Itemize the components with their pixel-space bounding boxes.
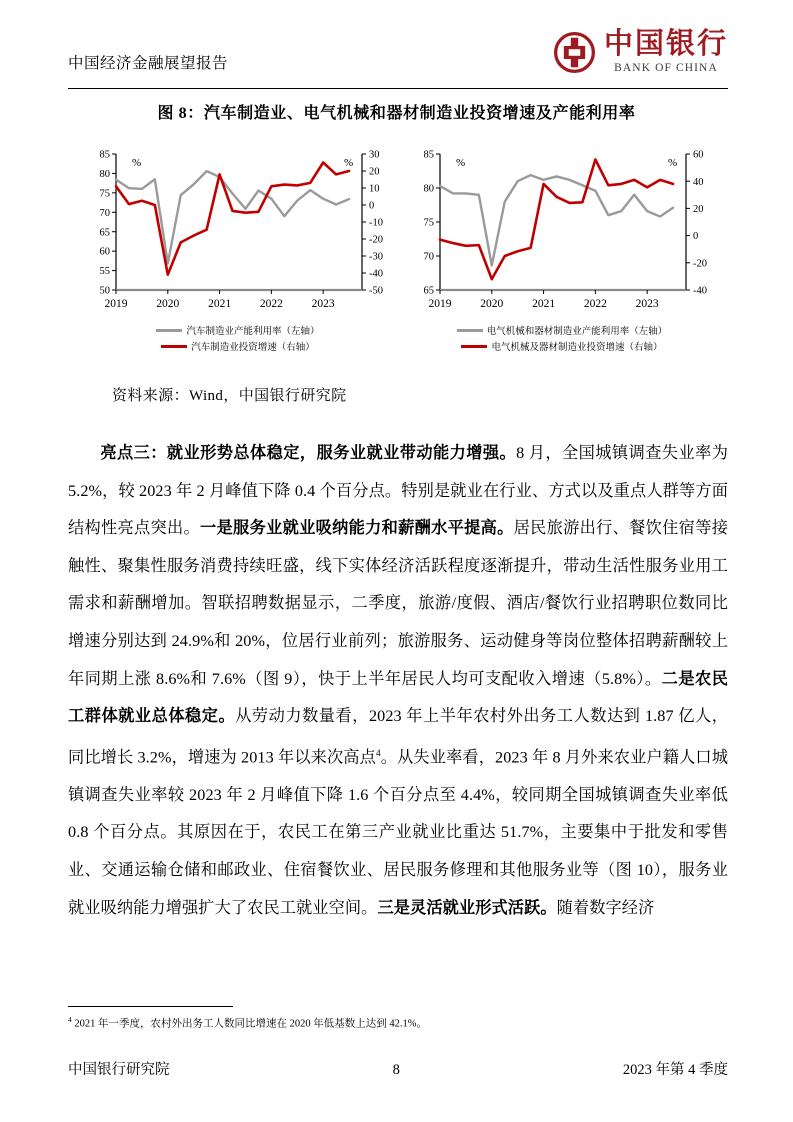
svg-text:%: % [668,157,678,169]
svg-text:75: 75 [99,188,110,200]
figure-source: 资料来源：Wind，中国银行研究院 [112,388,347,404]
svg-text:%: % [344,157,354,169]
chart-legend [404,322,720,354]
svg-text:85: 85 [423,149,434,161]
svg-text:2021: 2021 [532,298,556,310]
svg-text:-20: -20 [693,258,707,270]
svg-text:-20: -20 [369,234,383,246]
footer-period: 2023 年第 4 季度 [622,1062,728,1078]
legend-swatch-red [161,345,187,348]
svg-text:0: 0 [693,231,699,243]
svg-text:80: 80 [423,183,434,195]
footer-institution: 中国银行研究院 [68,1062,170,1078]
svg-text:20: 20 [369,166,380,178]
page-footer [68,1058,728,1079]
svg-text:-40: -40 [369,268,383,280]
legend-item [80,338,396,354]
logo-english-name: BANK OF CHINA [614,62,718,74]
svg-text:10: 10 [369,183,380,195]
footnote-text: 2021 年一季度，农村外出务工人数同比增速在 2020 年低基数上达到 42.1%。 [74,1018,427,1030]
svg-text:2021: 2021 [208,298,232,310]
legend-item [404,338,720,354]
header-divider [68,88,728,89]
svg-text:70: 70 [99,207,110,219]
bank-of-china-logo [554,30,728,75]
legend-label: 电气机械和器材制造业产能利用率（左轴） [486,326,668,337]
footnote-marker: 4 [68,1015,72,1024]
legend-label: 汽车制造业投资增速（右轴） [191,342,315,353]
svg-text:%: % [456,157,466,169]
legend-item [80,322,396,338]
figure-charts [80,140,720,370]
body-paragraph: 亮点三：就业形势总体稳定，服务业就业带动能力增强。8 月，全国城镇调查失业率为 5.2%，较 2023 年 2 月峰值下降 0.4 个百分点。特别是就业在行业、方式以及重点人群等方面结构性亮点突出。一是服务业就业吸纳能力和薪酬水平提高。居民旅游出行、餐饮住宿等接触性、聚集性服务消费持续旺盛，线下实体经济活跃程度逐渐提升，带动生活性服务业用工需求和薪酬增加。智联招聘数据显示，二季度，旅游/度假、酒店/餐饮行业招聘职位数同比增速分别达到 24.9%和 20%，位居行业前列；旅游服务、运动健身等岗位整体招聘薪酬较上年同期上涨 8.6%和 7.6%（图 9），快于上半年居民人均可支配收入增速（5.8%）。二是农民工群体就业总体稳定。从劳动力数量看，2023 年上半年农村外出务工人数达到 1.87 亿人，同比增长 3.2%，增速为 2013 年以来次高点$^4$。从失业率看，2023 年 8 月外来农业户籍人口城镇调查失业率较 2023 年 2 月峰值下降 1.6 个百分点至 4.4%，较同期全国城镇调查失业率低 0.8 个百分点。其原因在于，农民工在第三产业就业比重达 51.7%，主要集中于批发和零售业、交通运输仓储和邮政业、住宿餐饮业、居民服务修理和其他服务业等（图 10），服务业就业吸纳能力增强扩大了农民工就业空间。三是灵活就业形式活跃。随着数字经济 [68,444,728,917]
chart-legend [80,322,396,354]
svg-text:55: 55 [99,266,110,278]
footnote-divider [68,1006,233,1007]
chart-auto-manufacturing [80,140,396,370]
svg-text:-40: -40 [693,285,707,297]
report-title: 中国经济金融展望报告 [68,55,229,72]
logo-chinese-name: 中国银行 [603,28,728,60]
svg-text:65: 65 [423,285,434,297]
svg-text:20: 20 [693,204,704,215]
svg-text:2020: 2020 [480,298,504,310]
footnote [68,1012,728,1033]
legend-label: 电气机械及器材制造业投资增速（右轴） [491,342,663,353]
svg-text:75: 75 [423,217,434,229]
chart-svg [80,140,396,318]
boc-emblem-icon [554,32,595,73]
body-text [68,435,728,927]
chart-svg [404,140,720,318]
svg-text:30: 30 [369,149,380,161]
svg-text:%: % [132,157,142,169]
svg-text:2022: 2022 [259,298,283,310]
svg-text:2019: 2019 [428,298,452,310]
chart-plot-area [80,140,396,318]
svg-text:85: 85 [99,149,110,161]
svg-text:2023: 2023 [311,298,335,310]
svg-text:40: 40 [693,176,704,188]
svg-text:2022: 2022 [583,298,607,310]
svg-text:2023: 2023 [635,298,659,310]
svg-text:60: 60 [99,246,110,258]
legend-label: 汽车制造业产能利用率（左轴） [186,326,320,337]
svg-text:2019: 2019 [104,298,128,310]
svg-text:60: 60 [693,149,704,161]
legend-swatch-red [461,345,487,348]
page-header [68,30,728,92]
svg-text:2020: 2020 [156,298,180,310]
svg-text:-50: -50 [369,285,383,297]
svg-text:50: 50 [99,285,110,297]
svg-text:0: 0 [369,200,375,212]
svg-text:80: 80 [99,169,110,181]
svg-text:70: 70 [423,251,434,263]
svg-text:-30: -30 [369,251,383,263]
chart-electrical-machinery [404,140,720,370]
legend-swatch-gray [457,329,483,332]
page-number: 8 [392,1062,400,1078]
chart-plot-area [404,140,720,318]
svg-text:-10: -10 [369,217,383,229]
logo-wordmark [604,30,728,75]
legend-item [404,322,720,338]
svg-text:65: 65 [99,227,110,239]
figure-title: 图 8：汽车制造业、电气机械和器材制造业投资增速及产能利用率 [157,105,636,122]
legend-swatch-gray [156,329,182,332]
